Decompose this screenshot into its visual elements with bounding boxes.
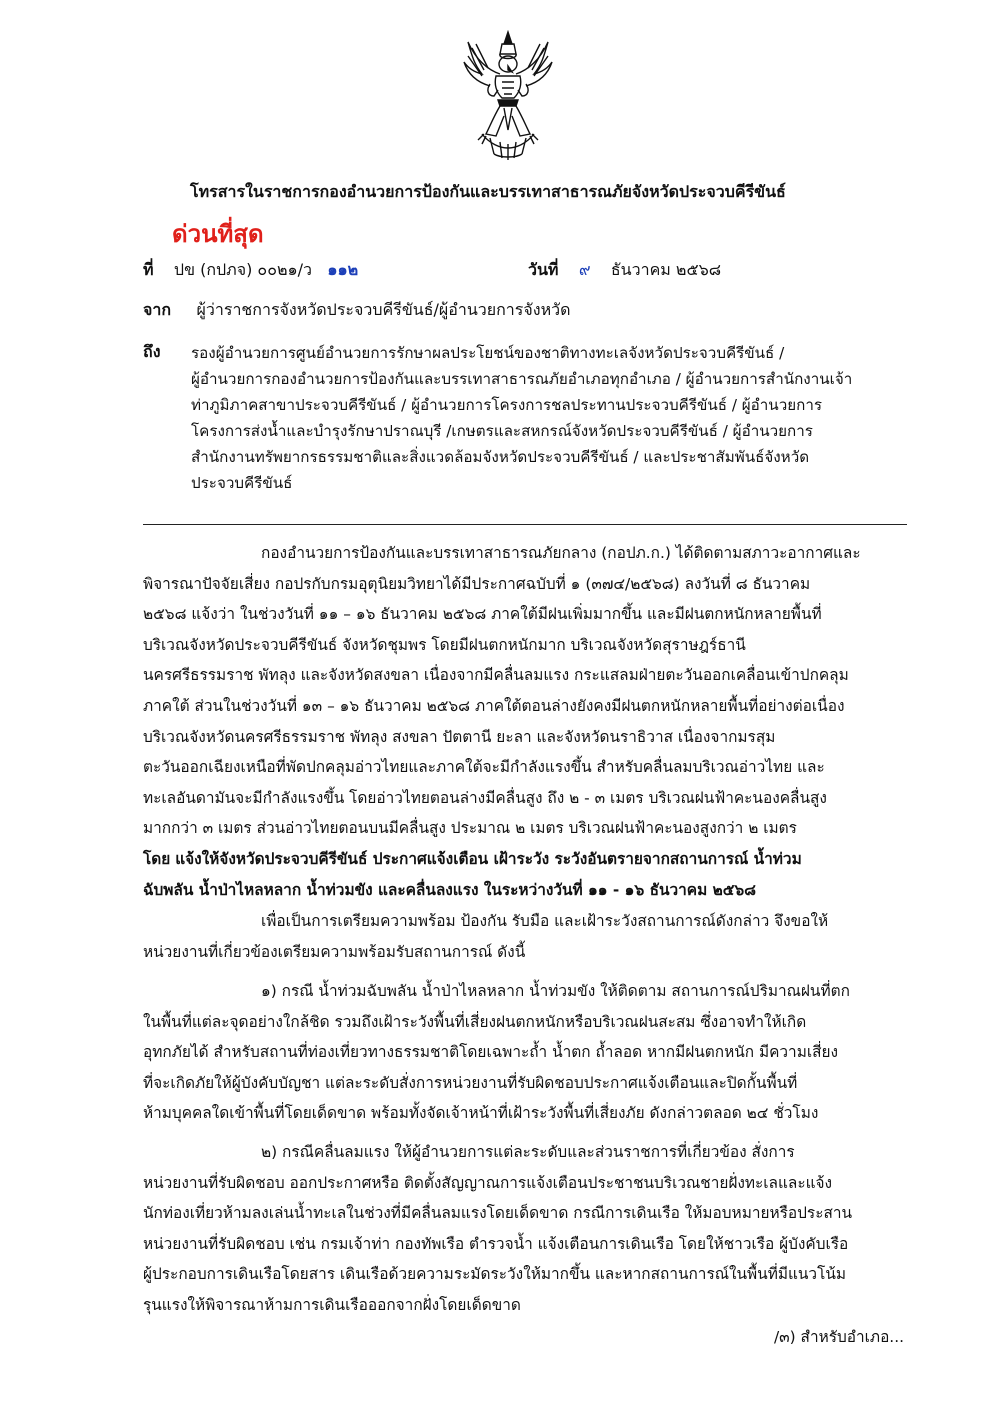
- paragraph-line: มากกว่า ๓ เมตร ส่วนอ่าวไทยตอนบนมีคลื่นสูง ประมาณ ๒ เมตร บริเวณฝนฟ้าคะนองสูงกว่า ๒ เมตร: [143, 819, 797, 838]
- date-month-year: ธันวาคม ๒๕๖๘: [610, 260, 722, 279]
- paragraph-preparation: [143, 906, 907, 967]
- paragraph-line: เพื่อเป็นการเตรียมความพร้อม ป้องกัน รับมือ และเฝ้าระวังสถานการณ์ดังกล่าว จึงขอให้: [261, 912, 829, 930]
- item-strong-waves: [143, 1137, 907, 1321]
- date-day: ๙: [578, 260, 591, 279]
- paragraph-line: อุทกภัยได้ สำหรับสถานที่ท่องเที่ยวทางธรรมชาติโดยเฉพาะถ้ำ น้ำตก ถ้ำลอด หากมีฝนตกหนัก มีความเสี่ยง: [143, 1043, 839, 1062]
- paragraph-weather-situation: [143, 538, 907, 905]
- paragraph-line: ๑) กรณี น้ำท่วมฉับพลัน น้ำป่าไหลหลาก น้ำท่วมขัง ให้ติดตาม สถานการณ์ปริมาณฝนที่ตก: [261, 982, 850, 1000]
- reference-number-line: [143, 258, 358, 283]
- paragraph-line: รุนแรงให้พิจารณาห้ามการเดินเรือออกจากฝั่งโดยเด็ดขาด: [143, 1295, 521, 1314]
- urgency-stamp: ด่วนที่สุด: [172, 220, 264, 248]
- item-flash-flood: [143, 976, 907, 1129]
- paragraph-line: ที่จะเกิดภัยให้ผู้บังคับบัญชา แต่ละระดับสั่งการหน่วยงานที่รับผิดชอบประกาศแจ้งเตือนและปิดกั้นพื้นที่: [143, 1073, 798, 1092]
- paragraph-line: ภาคใต้ ส่วนในช่วงวันที่ ๑๓ – ๑๖ ธันวาคม ๒๕๖๘ ภาคใต้ตอนล่างยังคงมีฝนตกหนักหลายพื้นที่อย่างต่อเนื่อง: [143, 696, 845, 715]
- continuation-note: /๓) สำหรับอำเภอ...: [773, 1328, 904, 1346]
- paragraph-line: ตะวันออกเฉียงเหนือที่พัดปกคลุมอ่าวไทยและภาคใต้จะมีกำลังแรงขึ้น สำหรับคลื่นลมบริเวณอ่าวไทย และ: [143, 758, 825, 777]
- paragraph-line: ห้ามบุคคลใดเข้าพื้นที่โดยเด็ดขาด พร้อมทั้งจัดเจ้าหน้าที่เฝ้าระวังพื้นที่เสี่ยงภัย ดังกล่าวตลอด ๒๔ ชั่วโมง: [143, 1104, 819, 1123]
- paragraph-line: ผู้ประกอบการเดินเรือโดยสาร เดินเรือด้วยความระมัดระวังให้มากขึ้น และหากสถานการณ์ในพื้นที่มีแนวโน้ม: [143, 1265, 847, 1284]
- reference-prefix: ปข (กปภจ) ๐๐๒๑/ว: [173, 260, 313, 279]
- paragraph-line: พิจารณาปัจจัยเสี่ยง กอปรกับกรมอุตุนิยมวิทยาได้มีประกาศฉบับที่ ๑ (๓๗๔/๒๕๖๘) ลงวันที่ ๘ ธันวาคม: [143, 574, 811, 593]
- to-recipients-line: ประจวบคีรีขันธ์: [191, 474, 293, 492]
- bold-warning-text: แจ้งให้จังหวัดประจวบคีรีขันธ์ ประกาศแจ้งเตือน เฝ้าระวัง ระวังอันตรายจากสถานการณ์ น้ำท่วม: [175, 849, 802, 868]
- document-header-title: โทรสารในราชการกองอำนวยการป้องกันและบรรเทาสาธารณภัยจังหวัดประจวบคีรีขันธ์: [190, 182, 786, 201]
- paragraph-bold-line: ฉับพลัน น้ำป่าไหลหลาก น้ำท่วมขัง และคลื่นลงแรง ในระหว่างวันที่ ๑๑ - ๑๖ ธันวาคม ๒๕๖๘: [143, 880, 757, 899]
- paragraph-line: ทะเลอันดามันจะมีกำลังแรงขึ้น โดยอ่าวไทยตอนล่างมีคลื่นสูง ถึง ๒ - ๓ เมตร บริเวณฝนฟ้าคะนองคลื่นสูง: [143, 788, 827, 807]
- garuda-emblem-icon: [460, 30, 556, 162]
- paragraph-line: บริเวณจังหวัดนครศรีธรรมราช พัทลุง สงขลา ปัตตานี ยะลา และจังหวัดนราธิวาส เนื่องจากมรสุม: [143, 727, 776, 746]
- paragraph-line: นครศรีธรรมราช พัทลุง และจังหวัดสงขลา เนื่องจากมีคลื่นลมแรง กระแสลมฝ่ายตะวันออกเคลื่อนเข้าปกคลุม: [143, 666, 849, 685]
- header-divider: [143, 524, 907, 525]
- paragraph-line: นักท่องเที่ยวห้ามลงเล่นน้ำทะเลในช่วงที่มีคลื่นลมแรงโดยเด็ดขาด กรณีการเดินเรือ ให้มอบหมายหรือประสาน: [143, 1204, 853, 1223]
- reference-number: ๑๑๒: [327, 260, 359, 279]
- paragraph-line: กองอำนวยการป้องกันและบรรเทาสาธารณภัยกลาง (กอปภ.ก.) ได้ติดตามสภาวะอากาศและ: [261, 544, 861, 562]
- paragraph-line: ในพื้นที่แต่ละจุดอย่างใกล้ชิด รวมถึงเฝ้าระวังพื้นที่เสี่ยงฝนตกหนักหรือบริเวณฝนสะสม ซึ่งอาจทำให้เกิด: [143, 1012, 807, 1031]
- paragraph-line: หน่วยงานที่รับผิดชอบ ออกประกาศหรือ ติดตั้งสัญญาณการแจ้งเตือนประชาชนบริเวณชายฝั่งทะเลและแจ้ง: [143, 1173, 833, 1192]
- paragraph-bold-line: [143, 844, 907, 875]
- date-label: วันที่: [528, 260, 559, 279]
- date-line: [528, 258, 721, 283]
- to-label: ถึง: [143, 342, 161, 361]
- paragraph-line: ๒) กรณีคลื่นลมแรง ให้ผู้อำนวยการแต่ละระดับและส่วนราชการที่เกี่ยวข้อง สั่งการ: [261, 1143, 795, 1161]
- to-recipients-line: ท่าภูมิภาคสาขาประจวบคีรีขันธ์ / ผู้อำนวยการโครงการชลประทานประจวบคีรีขันธ์ / ผู้อำนวยการ: [191, 396, 823, 414]
- from-value: ผู้ว่าราชการจังหวัดประจวบคีรีขันธ์/ผู้อำนวยการจังหวัด: [196, 300, 571, 319]
- reference-label: ที่: [143, 260, 154, 279]
- paragraph-line: หน่วยงานที่เกี่ยวข้องเตรียมความพร้อมรับสถานการณ์ ดังนี้: [143, 942, 526, 961]
- from-label: จาก: [143, 300, 172, 319]
- to-recipients-line: โครงการส่งน้ำและบำรุงรักษาปราณบุรี /เกษตรและสหกรณ์จังหวัดประจวบคีรีขันธ์ / ผู้อำนวยการ: [191, 422, 813, 440]
- paragraph-line: บริเวณจังหวัดประจวบคีรีขันธ์ จังหวัดชุมพร โดยมีฝนตกหนักมาก บริเวณจังหวัดสุราษฎร์ธานี: [143, 635, 746, 654]
- bold-lead: โดย: [143, 849, 171, 868]
- paragraph-line: ๒๕๖๘ แจ้งว่า ในช่วงวันที่ ๑๑ – ๑๖ ธันวาคม ๒๕๖๘ ภาคใต้มีฝนเพิ่มมากขึ้น และมีฝนตกหนักหลายพื้นที่: [143, 605, 822, 624]
- from-line: [143, 298, 570, 323]
- to-recipients-line: ผู้อำนวยการกองอำนวยการป้องกันและบรรเทาสาธารณภัยอำเภอทุกอำเภอ / ผู้อำนวยการสำนักงานเจ้า: [191, 370, 853, 388]
- to-recipients-line: รองผู้อำนวยการศูนย์อำนวยการรักษาผลประโยชน์ของชาติทางทะเลจังหวัดประจวบคีรีขันธ์ /: [191, 344, 785, 362]
- to-recipients: [191, 340, 907, 496]
- paragraph-line: หน่วยงานที่รับผิดชอบ เช่น กรมเจ้าท่า กองทัพเรือ ตำรวจน้ำ แจ้งเตือนการเดินเรือ โดยให้ชาวเรือ ผู้บังคับเรือ: [143, 1234, 849, 1253]
- to-recipients-line: สำนักงานทรัพยากรธรรมชาติและสิ่งแวดล้อมจังหวัดประจวบคีรีขันธ์ / และประชาสัมพันธ์จังหวัด: [191, 448, 810, 466]
